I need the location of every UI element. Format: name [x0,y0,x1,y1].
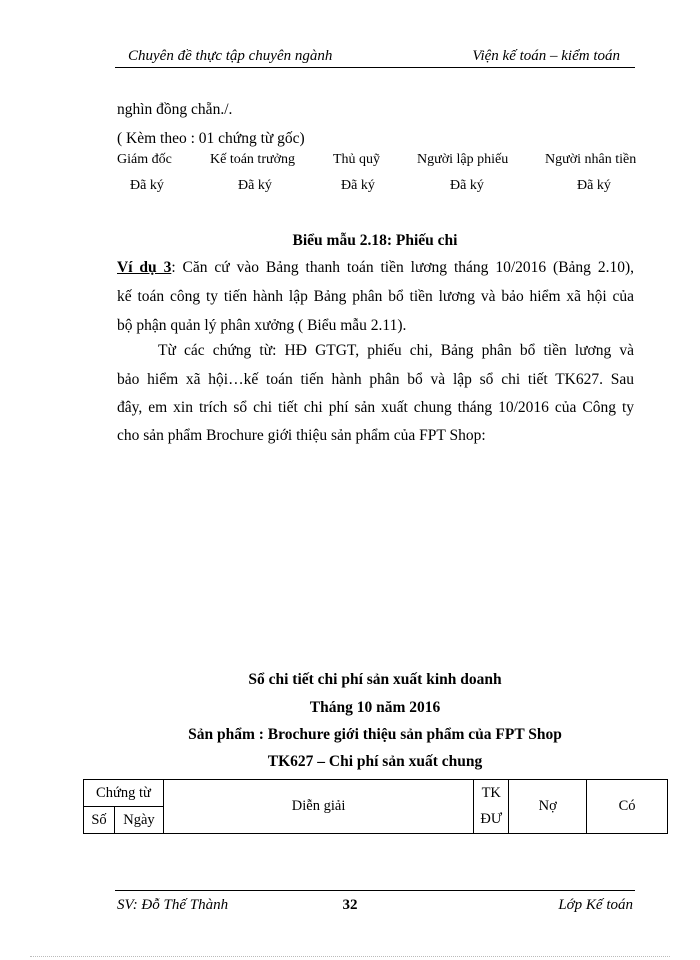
signature-title-director: Giám đốc [117,152,172,167]
body-line-attachment: ( Kèm theo : 01 chứng từ gốc) [117,130,305,147]
footer-student: SV: Đỗ Thế Thành [117,897,229,913]
ledger-table [83,779,668,834]
col-voucher-header: Chứng từ [84,780,164,807]
signature-status-cashier: Đã ký [341,178,375,193]
signature-status-receiver: Đã ký [577,178,611,193]
signature-title-preparer: Người lập phiếu [417,152,509,167]
header-left-title: Chuyên đề thực tập chuyên ngành [128,48,333,64]
example-text-1: : Căn cứ vào Bảng thanh toán tiền lương tháng 10/2016 (Bảng 2.10), [171,259,634,276]
signature-status-director: Đã ký [130,178,164,193]
example-line-3: bộ phận quản lý phân xưởng ( Biểu mẫu 2.11). [117,317,407,334]
form-caption: Biểu mẫu 2.18: Phiếu chi [292,232,458,249]
signature-titles [0,152,700,172]
signature-title-receiver: Người nhân tiền [545,152,637,167]
signature-status-chief-accountant: Đã ký [238,178,272,193]
para-line-1: Từ các chứng từ: HĐ GTGT, phiếu chi, Bảng phân bổ tiền lương và [158,342,634,359]
col-debit-header: Nợ [509,780,587,834]
col-tk-header-top: TK [474,780,509,807]
col-date-header: Ngày [114,807,163,834]
para-line-2: bảo hiểm xã hội…kế toán tiến hành phân bổ và lập sổ chi tiết TK627. Sau [117,371,634,388]
col-tk-header-bottom: ĐƯ [474,807,509,834]
header-right-title: Viện kế toán – kiểm toán [472,48,620,64]
ledger-account: TK627 – Chi phí sản xuất chung [267,753,483,770]
ledger-month: Tháng 10 năm 2016 [309,699,441,716]
page-number: 32 [342,897,358,913]
example-line-1 [117,253,634,282]
page-edge [30,956,670,957]
header-divider [115,67,635,68]
col-credit-header: Có [587,780,668,834]
ledger-title: Sổ chi tiết chi phí sản xuất kinh doanh [248,671,502,688]
body-line-amount: nghìn đồng chẵn./. [117,101,233,118]
ledger-product: Sản phẩm : Brochure giới thiệu sản phẩm của FPT Shop [188,726,562,743]
example-line-2: kế toán công ty tiến hành lập Bảng phân bổ tiền lương và bảo hiểm xã hội của [117,288,634,305]
signature-title-chief-accountant: Kế toán trưởng [210,152,295,167]
signature-title-cashier: Thủ quỹ [333,152,381,167]
signature-status-preparer: Đã ký [450,178,484,193]
example-label: Ví dụ 3 [117,259,172,276]
col-description-header: Diễn giải [163,780,473,834]
para-line-4: cho sản phẩm Brochure giới thiệu sản phẩm của FPT Shop: [117,427,486,444]
para-line-3: đây, em xin trích sổ chi tiết chi phí sản xuất chung tháng 10/2016 của Công ty [117,399,634,416]
signature-status-row [0,178,700,198]
col-number-header: Số [84,807,115,834]
footer-divider [115,890,635,891]
footer-class: Lớp Kế toán [558,897,633,913]
